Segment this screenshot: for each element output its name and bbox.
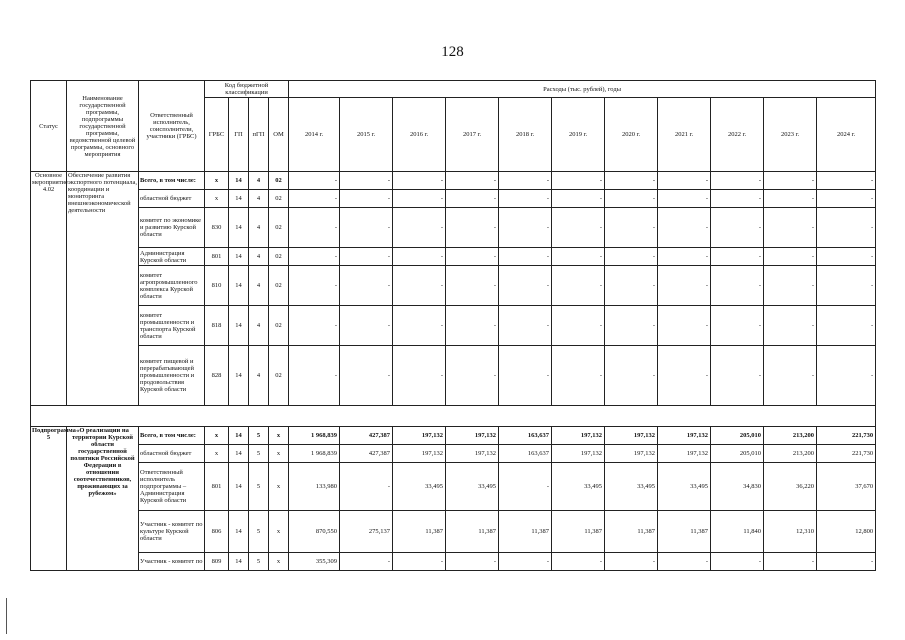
header-row-1 [31, 81, 876, 98]
value-cell: - [289, 306, 340, 346]
status-cell: Основное мероприятие 4.02 [31, 172, 67, 406]
value-cell: 1 968,839 [289, 445, 340, 463]
value-cell: - [499, 553, 552, 571]
value-cell: 11,387 [658, 511, 711, 553]
year-header-3: 2017 г. [446, 98, 499, 172]
value-cell: 427,387 [340, 427, 393, 445]
value-cell: - [499, 190, 552, 208]
value-cell: - [289, 346, 340, 406]
table-row [31, 427, 876, 445]
value-cell: - [817, 190, 876, 208]
table-row [31, 172, 876, 190]
value-cell: - [340, 553, 393, 571]
table-row [31, 445, 876, 463]
value-cell: - [658, 248, 711, 266]
value-cell: 11,387 [393, 511, 446, 553]
value-cell: - [817, 266, 876, 306]
value-cell: 355,309 [289, 553, 340, 571]
value-cell: - [446, 346, 499, 406]
value-cell: 33,495 [605, 463, 658, 511]
executor-cell: Всего, в том числе: [139, 172, 205, 190]
value-cell: 197,132 [605, 427, 658, 445]
value-cell: - [393, 266, 446, 306]
table-row [31, 306, 876, 346]
pgp-cell: 4 [249, 266, 269, 306]
value-cell: 197,132 [658, 445, 711, 463]
value-cell: 197,132 [658, 427, 711, 445]
value-cell: 11,387 [446, 511, 499, 553]
value-cell: - [605, 208, 658, 248]
year-header-10: 2024 г. [817, 98, 876, 172]
budget-table [30, 80, 876, 571]
value-cell: - [552, 553, 605, 571]
value-cell: 197,132 [446, 427, 499, 445]
om-cell: 02 [269, 208, 289, 248]
value-cell: - [499, 208, 552, 248]
table-row [31, 190, 876, 208]
value-cell: - [552, 172, 605, 190]
table-row [31, 553, 876, 571]
pgp-cell: 4 [249, 346, 269, 406]
name-cell: «О реализации на территории Курской области государственной политики Российской Федерации в отношении соотечественников, проживающих за рубежом» [67, 427, 139, 571]
executor-cell: областной бюджет [139, 445, 205, 463]
value-cell: - [605, 248, 658, 266]
value-cell: - [393, 172, 446, 190]
value-cell: - [764, 172, 817, 190]
value-cell: - [393, 248, 446, 266]
table-body [31, 172, 876, 571]
value-cell: - [817, 172, 876, 190]
om-cell: 02 [269, 346, 289, 406]
pgp-cell: 4 [249, 172, 269, 190]
year-header-9: 2023 г. [764, 98, 817, 172]
year-header-8: 2022 г. [711, 98, 764, 172]
value-cell: - [340, 266, 393, 306]
value-cell: 205,010 [711, 445, 764, 463]
value-cell: - [658, 190, 711, 208]
executor-cell: комитет агропромышленного комплекса Курской области [139, 266, 205, 306]
value-cell: - [499, 172, 552, 190]
value-cell: - [446, 208, 499, 248]
gp-cell: 14 [229, 511, 249, 553]
code-header-1: ГП [229, 98, 249, 172]
gp-cell: 14 [229, 427, 249, 445]
om-cell: х [269, 463, 289, 511]
om-cell: х [269, 553, 289, 571]
value-cell: - [658, 172, 711, 190]
value-cell: - [817, 306, 876, 346]
value-cell: 37,670 [817, 463, 876, 511]
value-cell: 11,840 [711, 511, 764, 553]
status-cell: Подпрограмма 5 [31, 427, 67, 571]
value-cell: - [289, 190, 340, 208]
year-header-4: 2018 г. [499, 98, 552, 172]
om-cell: х [269, 445, 289, 463]
value-cell: 33,495 [446, 463, 499, 511]
pgp-cell: 4 [249, 248, 269, 266]
year-header-0: 2014 г. [289, 98, 340, 172]
value-cell: - [340, 172, 393, 190]
value-cell: - [658, 208, 711, 248]
year-header-6: 2020 г. [605, 98, 658, 172]
year-header-1: 2015 г. [340, 98, 393, 172]
table-row [31, 266, 876, 306]
executor-cell: Участник - комитет по культуре Курской области [139, 511, 205, 553]
om-cell: х [269, 511, 289, 553]
value-cell: - [552, 266, 605, 306]
value-cell: 221,730 [817, 427, 876, 445]
section-gap-row [31, 406, 876, 427]
gp-cell: 14 [229, 248, 249, 266]
value-cell: - [817, 553, 876, 571]
value-cell: 197,132 [605, 445, 658, 463]
value-cell: - [289, 248, 340, 266]
value-cell: 34,830 [711, 463, 764, 511]
value-cell: - [552, 306, 605, 346]
year-header-5: 2019 г. [552, 98, 605, 172]
grbs-cell: 809 [205, 553, 229, 571]
value-cell: 870,550 [289, 511, 340, 553]
expense-group-header: Расходы (тыс. рублей), годы [289, 81, 876, 98]
gp-cell: 14 [229, 445, 249, 463]
value-cell: 33,495 [658, 463, 711, 511]
value-cell: - [817, 208, 876, 248]
value-cell: - [605, 266, 658, 306]
gp-cell: 14 [229, 306, 249, 346]
grbs-cell: х [205, 427, 229, 445]
value-cell: - [552, 208, 605, 248]
value-cell: 205,010 [711, 427, 764, 445]
value-cell: 11,387 [605, 511, 658, 553]
table-row [31, 208, 876, 248]
value-cell: - [711, 190, 764, 208]
value-cell: - [658, 553, 711, 571]
om-cell: 02 [269, 248, 289, 266]
grbs-cell: 828 [205, 346, 229, 406]
grbs-cell: 810 [205, 266, 229, 306]
value-cell: - [658, 346, 711, 406]
gp-cell: 14 [229, 553, 249, 571]
grbs-cell: 801 [205, 248, 229, 266]
grbs-cell: х [205, 172, 229, 190]
executor-cell: Участник - комитет по [139, 553, 205, 571]
table-row [31, 511, 876, 553]
pgp-cell: 5 [249, 553, 269, 571]
status-header: Статус [31, 81, 67, 172]
value-cell: - [764, 266, 817, 306]
value-cell: - [711, 266, 764, 306]
value-cell: 12,800 [817, 511, 876, 553]
value-cell: - [393, 208, 446, 248]
executor-cell: Ответственный исполнитель подпрограммы – Администрация Курской области [139, 463, 205, 511]
value-cell: - [446, 248, 499, 266]
value-cell: - [499, 266, 552, 306]
pgp-cell: 5 [249, 463, 269, 511]
value-cell: 197,132 [393, 427, 446, 445]
margin-line [6, 598, 7, 634]
value-cell: - [817, 346, 876, 406]
value-cell: - [552, 190, 605, 208]
pgp-cell: 4 [249, 190, 269, 208]
executor-cell: областной бюджет [139, 190, 205, 208]
page-number: 128 [441, 44, 464, 60]
value-cell: - [711, 306, 764, 346]
value-cell: 12,310 [764, 511, 817, 553]
value-cell: 11,387 [499, 511, 552, 553]
value-cell: - [605, 306, 658, 346]
value-cell: - [393, 190, 446, 208]
year-header-7: 2021 г. [658, 98, 711, 172]
value-cell: - [711, 553, 764, 571]
value-cell: 197,132 [446, 445, 499, 463]
value-cell: - [289, 172, 340, 190]
value-cell: - [340, 346, 393, 406]
executor-cell: комитет пищевой и перерабатывающей промышленности и продовольствия Курской области [139, 346, 205, 406]
value-cell: 197,132 [393, 445, 446, 463]
value-cell: - [817, 248, 876, 266]
om-cell: 02 [269, 190, 289, 208]
gap-cell [31, 406, 876, 427]
pgp-cell: 4 [249, 306, 269, 346]
pgp-cell: 5 [249, 427, 269, 445]
value-cell: - [340, 208, 393, 248]
code-header-3: ОМ [269, 98, 289, 172]
gp-cell: 14 [229, 172, 249, 190]
value-cell: - [711, 172, 764, 190]
value-cell: - [340, 306, 393, 346]
value-cell: - [764, 346, 817, 406]
value-cell: - [711, 346, 764, 406]
grbs-cell: 830 [205, 208, 229, 248]
value-cell: - [764, 248, 817, 266]
value-cell: 36,220 [764, 463, 817, 511]
value-cell: - [605, 172, 658, 190]
executor-cell: Всего, в том числе: [139, 427, 205, 445]
value-cell: - [764, 208, 817, 248]
value-cell: - [393, 553, 446, 571]
value-cell: 33,495 [393, 463, 446, 511]
table-row [31, 248, 876, 266]
value-cell: - [605, 190, 658, 208]
value-cell: - [446, 306, 499, 346]
om-cell: х [269, 427, 289, 445]
value-cell: 11,387 [552, 511, 605, 553]
value-cell: - [499, 248, 552, 266]
value-cell: 133,980 [289, 463, 340, 511]
pgp-cell: 4 [249, 208, 269, 248]
table-row [31, 463, 876, 511]
om-cell: 02 [269, 266, 289, 306]
value-cell: - [393, 346, 446, 406]
value-cell: - [446, 190, 499, 208]
value-cell: - [499, 306, 552, 346]
value-cell: - [340, 190, 393, 208]
value-cell: - [764, 306, 817, 346]
gp-cell: 14 [229, 190, 249, 208]
value-cell: - [711, 248, 764, 266]
value-cell: 275,137 [340, 511, 393, 553]
value-cell: - [499, 346, 552, 406]
om-cell: 02 [269, 172, 289, 190]
value-cell: 213,200 [764, 445, 817, 463]
value-cell: - [605, 553, 658, 571]
grbs-cell: х [205, 190, 229, 208]
table-row [31, 346, 876, 406]
value-cell: 221,730 [817, 445, 876, 463]
gp-cell: 14 [229, 266, 249, 306]
value-cell: - [658, 306, 711, 346]
grbs-cell: х [205, 445, 229, 463]
value-cell: - [289, 266, 340, 306]
value-cell: - [499, 463, 552, 511]
grbs-cell: 801 [205, 463, 229, 511]
value-cell: 1 968,839 [289, 427, 340, 445]
name-header: Наименование государственной программы, подпрограммы государственной программы, ведомственной целевой программы, основного мероприятия [67, 81, 139, 172]
year-header-2: 2016 г. [393, 98, 446, 172]
executor-cell: комитет промышленности и транспорта Курской области [139, 306, 205, 346]
code-header-0: ГРБС [205, 98, 229, 172]
value-cell: - [764, 190, 817, 208]
value-cell: 213,200 [764, 427, 817, 445]
value-cell: - [446, 172, 499, 190]
value-cell: - [446, 553, 499, 571]
grbs-cell: 818 [205, 306, 229, 346]
value-cell: - [340, 463, 393, 511]
value-cell: - [552, 248, 605, 266]
value-cell: - [605, 346, 658, 406]
value-cell: - [711, 208, 764, 248]
gp-cell: 14 [229, 346, 249, 406]
value-cell: 197,132 [552, 445, 605, 463]
value-cell: - [289, 208, 340, 248]
om-cell: 02 [269, 306, 289, 346]
value-cell: - [446, 266, 499, 306]
value-cell: 163,637 [499, 427, 552, 445]
value-cell: 163,637 [499, 445, 552, 463]
gp-cell: 14 [229, 463, 249, 511]
gp-cell: 14 [229, 208, 249, 248]
value-cell: 197,132 [552, 427, 605, 445]
code-header-2: пГП [249, 98, 269, 172]
pgp-cell: 5 [249, 511, 269, 553]
value-cell: - [393, 306, 446, 346]
value-cell: - [658, 266, 711, 306]
value-cell: - [552, 346, 605, 406]
executor-cell: комитет по экономике и развитию Курской области [139, 208, 205, 248]
value-cell: - [764, 553, 817, 571]
value-cell: - [340, 248, 393, 266]
pgp-cell: 5 [249, 445, 269, 463]
name-cell: Обеспечение развития экспортного потенциала, координации и мониторинга внешнеэкономической деятельности [67, 172, 139, 406]
grbs-cell: 806 [205, 511, 229, 553]
value-cell: 33,495 [552, 463, 605, 511]
code-group-header: Код бюджетной классификации [205, 81, 289, 98]
value-cell: 427,387 [340, 445, 393, 463]
executor-cell: Администрация Курской области [139, 248, 205, 266]
executor-header: Ответственный исполнитель, соисполнители, участники (ГРБС) [139, 81, 205, 172]
